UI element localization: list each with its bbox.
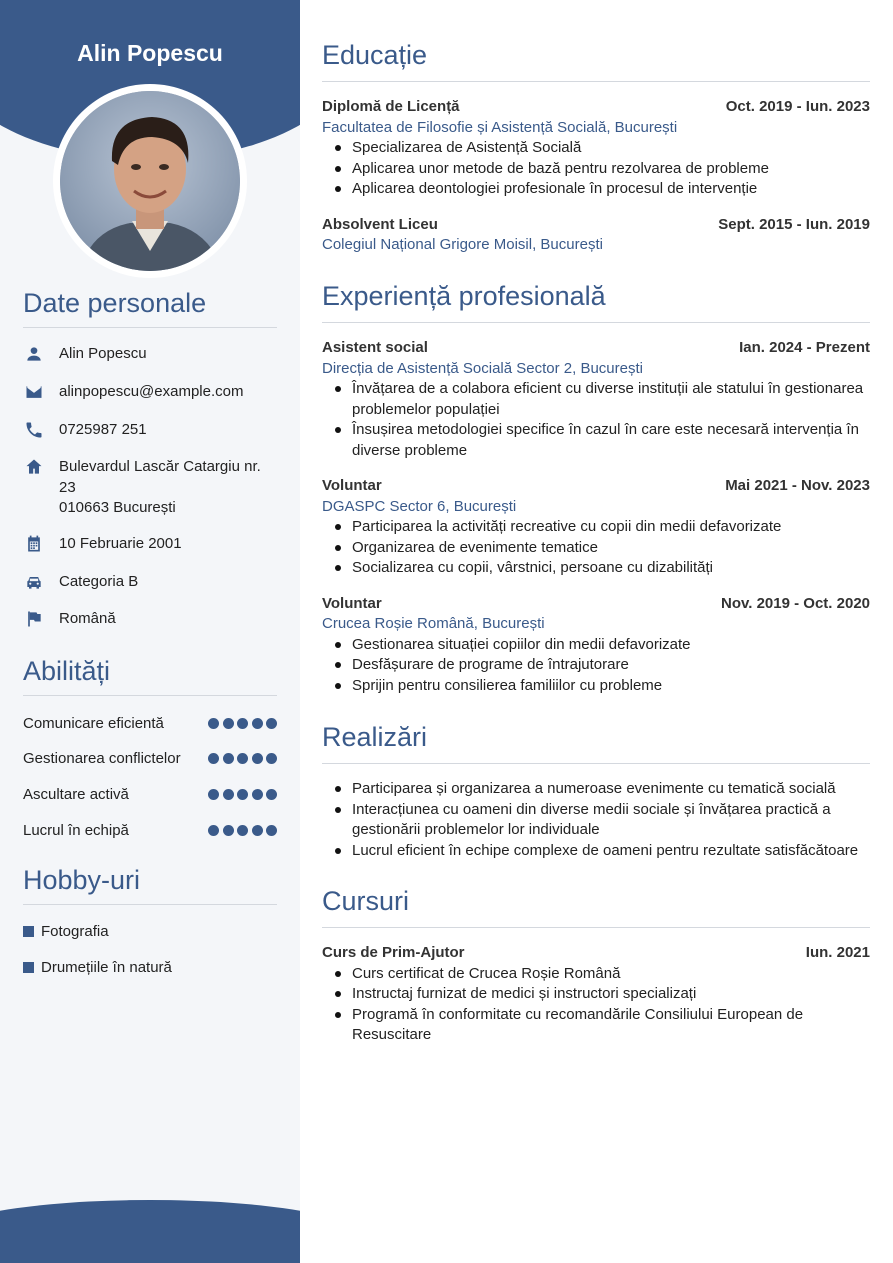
skill-item <box>23 749 277 769</box>
courses-section <box>322 886 870 1046</box>
address-line-1: Bulevardul Lascăr Catargiu nr. <box>59 458 261 475</box>
entry-dates: Sept. 2015 - Iun. 2019 <box>718 215 870 233</box>
hobby-label: Fotografia <box>41 922 109 940</box>
personal-license-value: Categoria B <box>59 573 139 590</box>
entry-org: Facultatea de Filosofie și Asistență Socială, București <box>322 118 678 136</box>
education-entry <box>322 97 870 200</box>
entry-dates: Mai 2021 - Nov. 2023 <box>725 477 870 494</box>
entry-title: Asistent social <box>322 339 428 356</box>
personal-item-nationality <box>23 609 116 630</box>
personal-birthdate-value: 10 Februarie 2001 <box>59 535 182 552</box>
entry-dates: Oct. 2019 - Iun. 2023 <box>725 98 870 115</box>
bullet-item: Socializarea cu copii, vârstnici, persoane cu dizabilități <box>322 558 870 579</box>
personal-email-value[interactable]: alinpopescu@example.com <box>59 383 244 400</box>
bullet-item: Participarea și organizarea a numeroase evenimente cu tematică socială <box>322 779 870 800</box>
square-bullet-icon <box>23 926 34 937</box>
personal-address-value <box>59 457 261 519</box>
skill-rating <box>205 753 278 764</box>
personal-phone-value[interactable]: 0725987 251 <box>59 421 147 438</box>
candidate-name: Alin Popescu <box>77 40 223 66</box>
skill-rating <box>205 718 278 729</box>
calendar-icon <box>23 534 45 554</box>
skill-rating <box>205 789 278 800</box>
bullet-item: Însușirea metodologiei specifice în cazul în care este necesară intervenția în diverse probleme <box>322 420 870 461</box>
entry-bullets <box>322 379 870 461</box>
sidebar-footer-shape <box>0 1200 300 1263</box>
skill-item <box>23 784 277 804</box>
skill-item <box>23 820 277 840</box>
experience-heading: Experiență profesională <box>322 281 870 323</box>
personal-heading: Date personale <box>23 288 277 328</box>
car-icon <box>23 572 45 592</box>
bullet-item: Lucrul eficient în echipe complexe de oameni pentru rezultate satisfăcătoare <box>322 841 870 862</box>
profile-photo <box>60 91 240 271</box>
entry-org: DGASPC Sector 6, București <box>322 497 517 515</box>
bullet-item: Instructaj furnizat de medici și instructori specializați <box>322 984 870 1005</box>
entry-title: Curs de Prim-Ajutor <box>322 944 465 961</box>
education-entry <box>322 215 870 256</box>
skills-section <box>23 656 277 839</box>
bullet-item: Specializarea de Asistență Socială <box>322 138 870 159</box>
skill-label: Lucrul în echipă <box>23 821 129 839</box>
bullet-item: Aplicarea deontologiei profesionale în procesul de intervenție <box>322 179 870 200</box>
experience-entry <box>322 594 870 697</box>
education-heading: Educație <box>322 40 870 82</box>
entry-title: Diplomă de Licență <box>322 98 460 115</box>
course-entry <box>322 943 870 1046</box>
bullet-item: Gestionarea situației copiilor din medii defavorizate <box>322 635 870 656</box>
bullet-item: Participarea la activități recreative cu copii din medii defavorizate <box>322 517 870 538</box>
entry-dates: Ian. 2024 - Prezent <box>739 339 870 356</box>
personal-item-address <box>23 457 261 519</box>
personal-nationality-value: Română <box>59 610 116 627</box>
bullet-item: Învățarea de a colabora eficient cu diverse instituții ale statului în gestionarea problemelor populației <box>322 379 870 420</box>
personal-item-name <box>23 344 147 365</box>
profile-photo-frame <box>53 84 247 278</box>
sidebar <box>0 0 300 1263</box>
entry-bullets <box>322 517 870 579</box>
skill-item <box>23 713 277 733</box>
home-icon <box>23 457 45 477</box>
entry-org: Direcția de Asistență Socială Sector 2, București <box>322 359 643 377</box>
bullet-item: Programă în conformitate cu recomandările Consiliului European de Resuscitare <box>322 1005 870 1046</box>
entry-org: Crucea Roșie Română, București <box>322 615 545 632</box>
skills-heading: Abilități <box>23 656 277 696</box>
bullet-item: Desfășurare de programe de întrajutorare <box>322 655 870 676</box>
personal-item-phone <box>23 420 147 441</box>
personal-item-birthdate <box>23 534 182 555</box>
skill-rating <box>205 825 278 836</box>
address-line-3: 010663 București <box>59 499 176 516</box>
achievements-bullets <box>322 779 870 861</box>
hobby-item <box>23 957 172 977</box>
email-icon <box>23 382 45 402</box>
courses-heading: Cursuri <box>322 886 870 928</box>
entry-bullets <box>322 964 870 1046</box>
bullet-item: Organizarea de evenimente tematice <box>322 538 870 559</box>
address-line-2: 23 <box>59 478 76 496</box>
education-section <box>322 40 870 256</box>
experience-section <box>322 281 870 696</box>
experience-entry <box>322 338 870 461</box>
entry-org: Colegiul Național Grigore Moisil, București <box>322 236 603 253</box>
hobby-label: Drumețiile în natură <box>41 958 172 976</box>
bullet-item: Curs certificat de Crucea Roșie Română <box>322 964 870 985</box>
flag-icon <box>23 609 45 629</box>
hobby-item <box>23 921 172 941</box>
hobbies-heading: Hobby-uri <box>23 865 277 905</box>
personal-section <box>23 288 277 627</box>
square-bullet-icon <box>23 962 34 973</box>
entry-dates: Iun. 2021 <box>805 944 870 961</box>
personal-item-email <box>23 382 244 403</box>
phone-icon <box>23 420 45 440</box>
personal-item-license <box>23 572 138 593</box>
skill-label: Gestionarea conflictelor <box>23 750 181 768</box>
entry-title: Voluntar <box>322 477 382 494</box>
entry-title: Voluntar <box>322 594 382 612</box>
person-icon <box>23 344 45 364</box>
skill-label: Ascultare activă <box>23 785 129 803</box>
bullet-item: Aplicarea unor metode de bază pentru rezolvarea de probleme <box>322 159 870 180</box>
experience-entry <box>322 476 870 579</box>
bullet-item: Interacțiunea cu oameni din diverse medii sociale și învățarea practică a gestionării problemelor lor individuale <box>322 800 870 841</box>
entry-bullets <box>322 635 870 697</box>
achievements-heading: Realizări <box>322 722 870 764</box>
achievements-section <box>322 722 870 861</box>
entry-title: Absolvent Liceu <box>322 215 438 233</box>
bullet-item: Sprijin pentru consilierea familiilor cu probleme <box>322 676 870 697</box>
skill-label: Comunicare eficientă <box>23 714 164 732</box>
hobbies-list <box>23 921 172 977</box>
skills-list <box>23 713 277 840</box>
hobbies-section <box>23 865 277 976</box>
entry-dates: Nov. 2019 - Oct. 2020 <box>721 594 870 612</box>
entry-bullets <box>322 138 870 200</box>
personal-name-value: Alin Popescu <box>59 345 147 362</box>
